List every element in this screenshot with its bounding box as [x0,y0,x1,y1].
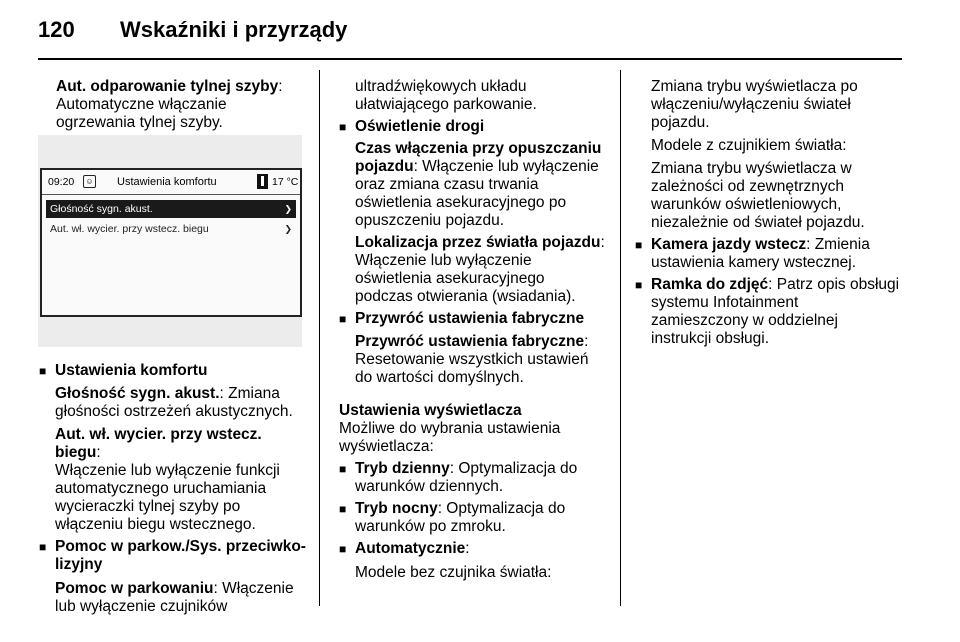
bullet-icon: ■ [339,542,347,556]
display-screen [40,168,302,317]
screen-header [42,170,300,195]
column-divider-2 [620,70,621,606]
bullet-icon: ■ [635,278,643,292]
column-1: Aut. odparowanie tylnej szyby: Automatyczne włączanie ogrzewania tylnej szyby. [56,78,312,132]
list-item-comfort: ■ Ustawienia komfortu Głośność sygn. akust.: Zmiana głośności ostrzeżeń akustycznych. Aut. wł. wycier. przy wstecz. biegu: Włączenie lub wyłączenie funkcji automatycznego uruchamiania wycieraczki tylnej szyby po włączeniu biegu wstecznego. [39,362,311,534]
list-item-day: ■ Tryb dzienny: Optymalizacja do warunków dziennych. [339,460,578,495]
screen-clock: 09:20 [48,176,75,188]
chevron-right-icon: ❯ [284,204,292,214]
screen-menu-item-wiper[interactable]: Aut. wł. wycier. przy wstecz. biegu ❯ [46,220,296,238]
bullet-icon: ■ [39,364,47,378]
rear-defog-label: Aut. odparowanie tylnej szyby [56,78,279,95]
bullet-icon: ■ [635,238,643,252]
list-item-lighting: ■ Oświetlenie drogi Czas włączenia przy opuszczaniu pojazdu: Włączenie lub wyłączenie oraz zmiana czasu trwania oświetlenia asekuracyjnego po opuszczeniu pojazdu. Lokalizacja przez światła pojazdu: Włączenie lub wyłączenie oświetlenia asekuracyjnego podczas otwierania (wsiadania). [339,118,615,306]
screen-temperature: 17 °C [272,176,299,188]
list-item-night: ■ Tryb nocny: Optymalizacja do warunków po zmroku. [339,500,566,535]
comfort-heading: Ustawienia komfortu [55,362,208,379]
column-1-lower [39,362,311,616]
column-divider-1 [319,70,320,606]
restore-heading: Przywróć ustawienia fabryczne [355,310,585,327]
chevron-right-icon: ❯ [284,224,292,234]
column-2 [339,78,615,387]
column-2-display: Ustawienia wyświetlacza Możliwe do wybrania ustawienia wyświetlacza: ■ Tryb dzienny: Optymalizacja do warunków dziennych. ■ Tryb nocny: Optymalizacja do warunków po zmroku. ■ Automatycznie: Modele bez czujnika światła: [339,402,615,582]
screen-title: Ustawienia komfortu [117,176,217,188]
list-item-camera: ■ Kamera jazdy wstecz: Zmienia ustawienia kamery wstecznej. [635,236,870,271]
list-item-restore: ■ Przywróć ustawienia fabryczne Przywróć ustawienia fabryczne: Resetowanie wszystkich ustawień do wartości domyślnych. [339,310,615,387]
column-3 [635,78,905,348]
smiley-icon: ☺ [83,175,96,188]
thermometer-icon [257,174,268,189]
header-rule [38,58,902,60]
list-item-auto-cont: Zmiana trybu wyświetlacza po włączeniu/wyłączeniu świateł pojazdu. Modele z czujnikiem światła: Zmiana trybu wyświetlacza w zależności od zewnętrznych warunków oświetleniowych, niezależnie od świateł pojazdu. [651,78,865,231]
list-item-parking: ■ Pomoc w parkow./Sys. przeciwko- lizyjny Pomoc w parkowaniu: Włączenie lub wyłączenie czujników [39,538,311,616]
rear-defog-text: Automatyczne włączanie [56,96,227,113]
list-item-auto: ■ Automatycznie: Modele bez czujnika światła: [339,540,552,581]
lighting-heading: Oświetlenie drogi [355,118,485,135]
bullet-icon: ■ [39,540,47,554]
display-heading: Ustawienia wyświetlacza [339,402,522,419]
list-item-parking-cont: ultradźwiękowych układu ułatwiającego parkowanie. [355,78,537,113]
page-number: 120 [38,17,75,42]
page-title: Wskaźniki i przyrządy [120,17,348,42]
bullet-icon: ■ [339,462,347,476]
bullet-icon: ■ [339,120,347,134]
parking-heading: Pomoc w parkow./Sys. przeciwko- [55,538,306,555]
bullet-icon: ■ [339,312,347,326]
screen-menu-item-chime[interactable]: Głośność sygn. akust. ❯ [46,200,296,218]
list-item-frame: ■ Ramka do zdjęć: Patrz opis obsługi systemu Infotainment zamieszczony w oddzielnej instrukcji obsługi. [635,276,900,347]
bullet-icon: ■ [339,502,347,516]
